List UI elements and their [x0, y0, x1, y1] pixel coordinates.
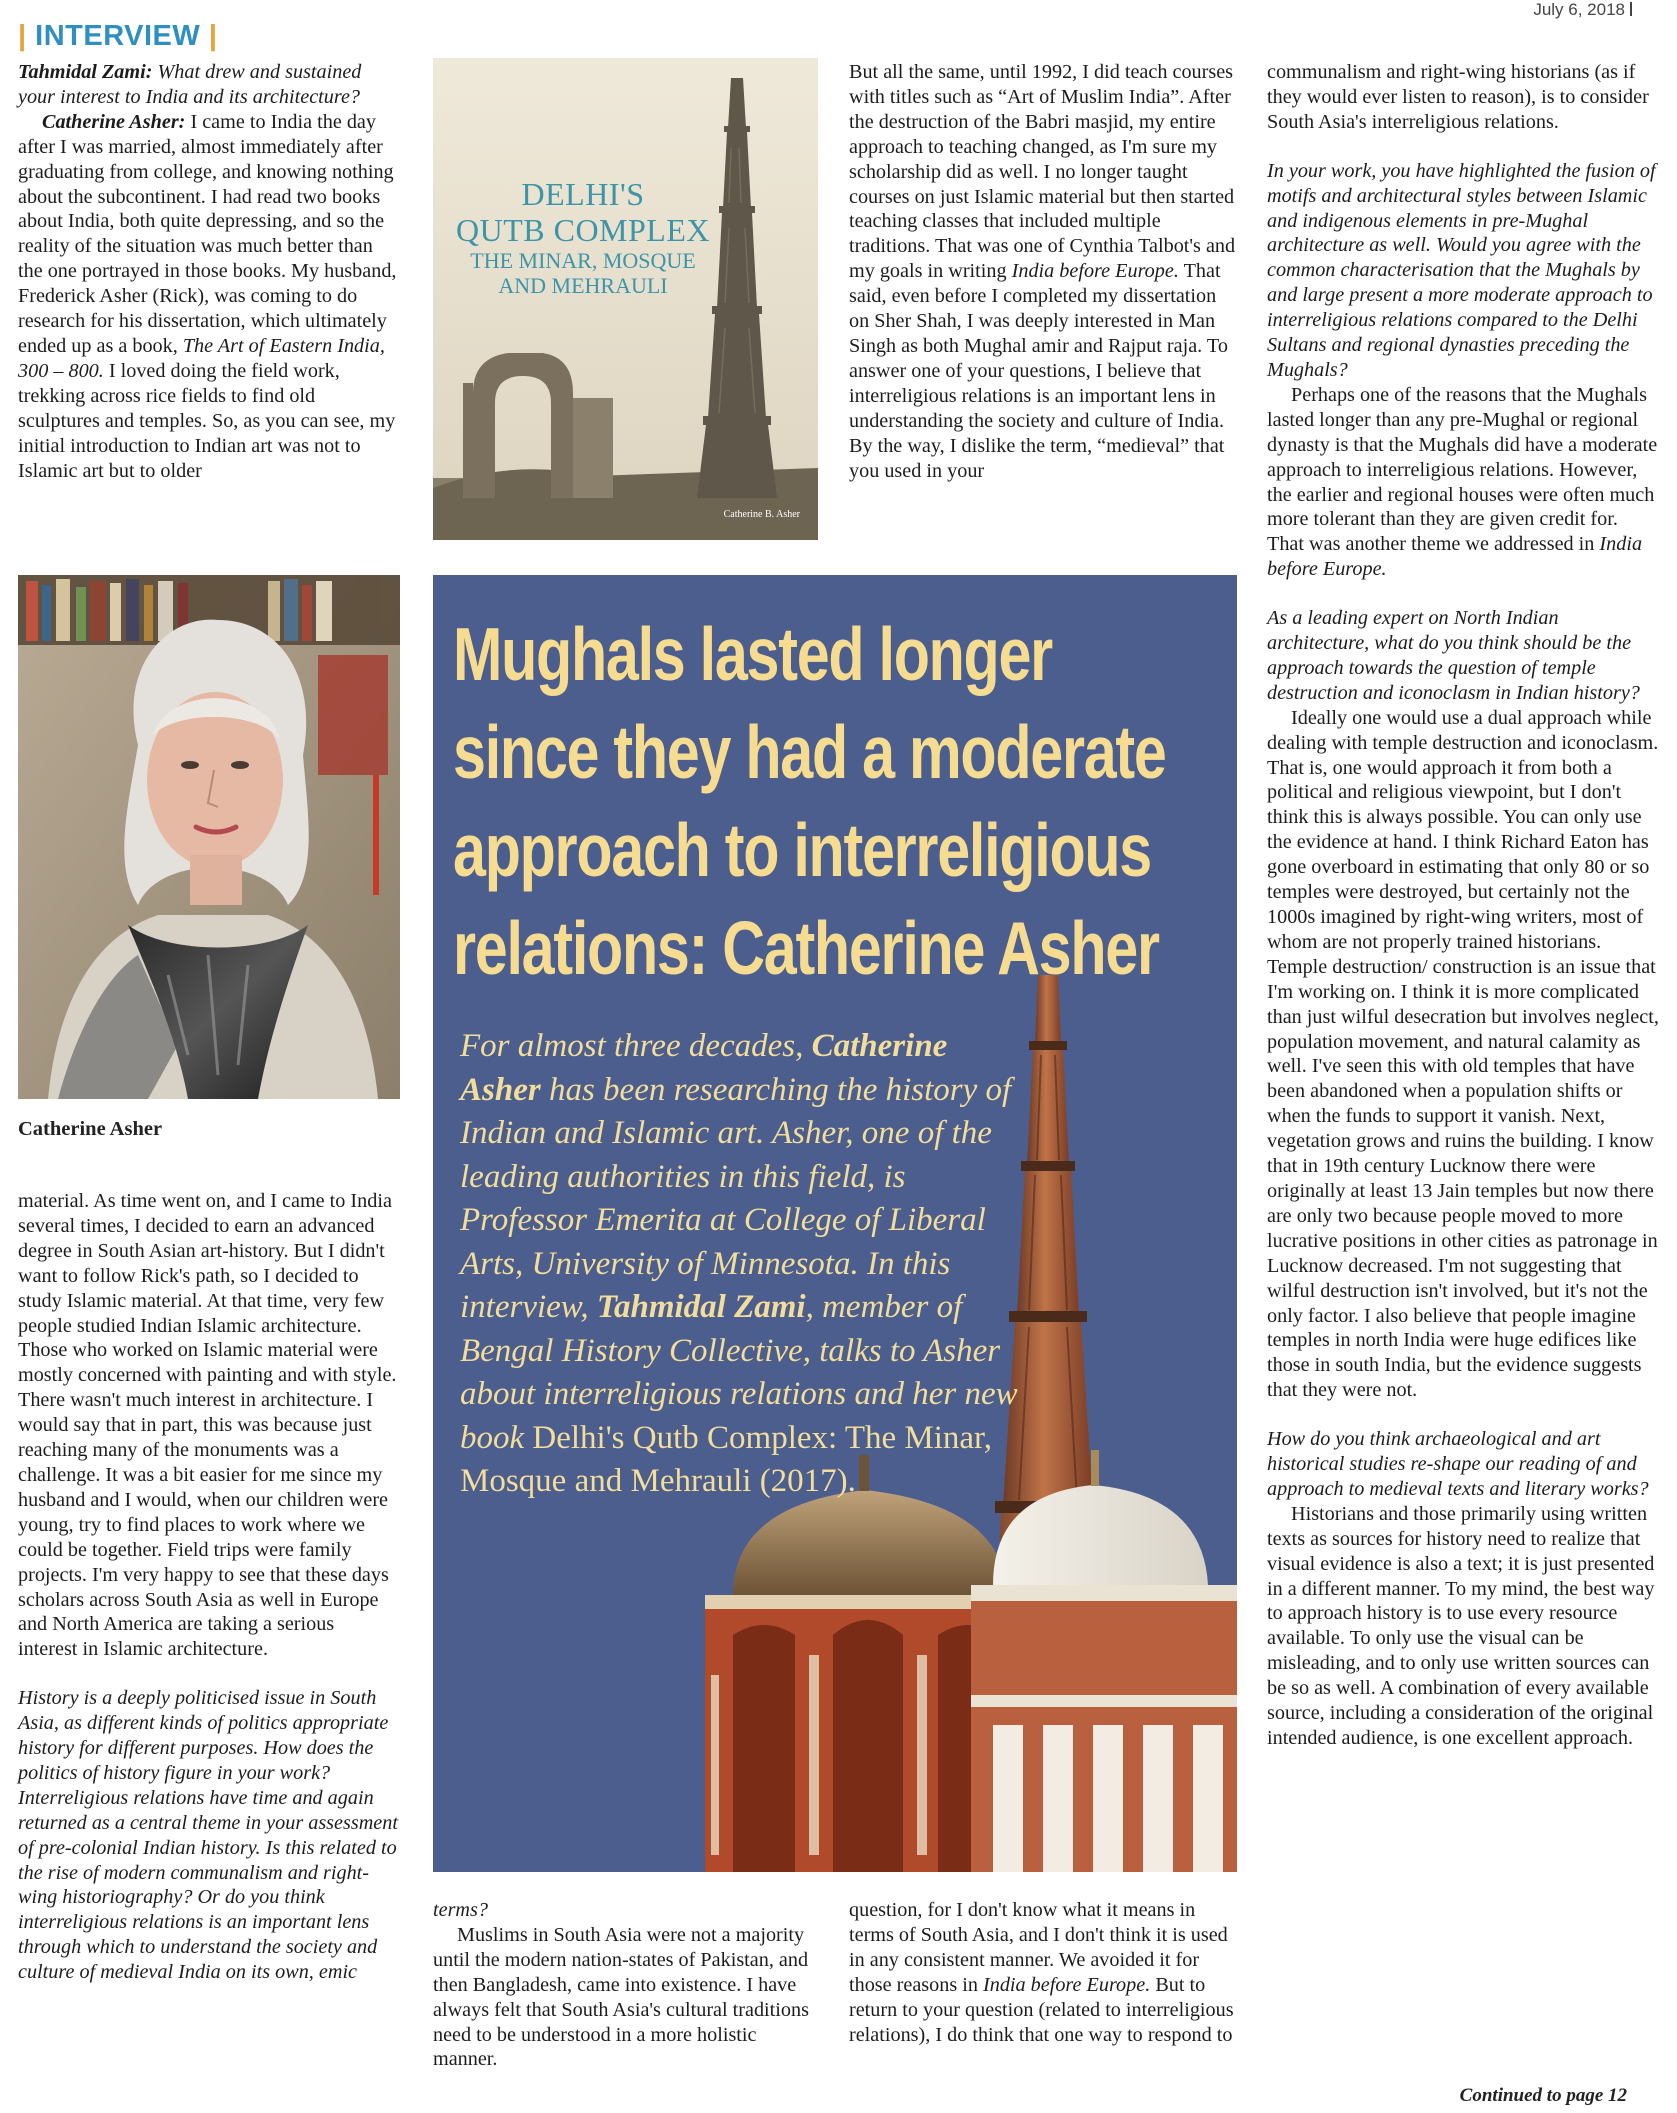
answer-3: Perhaps one of the reasons that the Mughals lasted longer than any pre-Mughal or regional dynasty is that the Mughals did have a moderate approach to interreligious relations. However, the earlier and regional houses were often much more tolerant than they are given credit for. That was another theme we addressed in India before Europe. [1267, 383, 1658, 581]
question-3: In your work, you have highlighted the fusion of motifs and architectural styles between Islamic and indigenous elements in pre-Mughal architecture as well. Would you agree with the common characterisation that the Mughals by and large present a more moderate approach to interreligious relations compared to the Delhi Sultans and regional dynasties preceding the Mughals? [1267, 159, 1656, 381]
pull-quote-box [433, 575, 1237, 1872]
column-4 [1267, 60, 1659, 1751]
question-2: History is a deeply politicised issue in South Asia, as different kinds of politics appropriate history for different purposes. How does the politics of history figure in your work? Interreligious relations have time and again returned as a central theme in your assessment of pre-colonial Indian history. Is this related to the rise of modern communalism and right-wing historiography? Or do you think interreligious relations is an important lens through which to understand the society and culture of medieval India on its own, emic [18, 1687, 398, 1984]
question-5: How do you think archaeological and art historical studies re-shape our reading of and approach to medieval texts and literary works? [1267, 1428, 1649, 1500]
column-1-upper [18, 60, 398, 483]
interviewer-byline: Tahmidal Zami [596, 1289, 806, 1325]
cover-credit: Catherine B. Asher [723, 509, 800, 520]
date-rule [1630, 2, 1632, 16]
portrait-illustration [18, 575, 400, 1099]
answer-5: Historians and those primarily using written texts as sources for history need to realize that visual evidence is also a text; it is just presented in a different manner. To my mind, the best way to approach history is to use every resource available. To only use the visual can be misleading, and to only use written sources can be so as well. A combination of every available source, including a consideration of the original intended audience, is one excellent approach. [1267, 1502, 1655, 1749]
issue-date: July 6, 2018 [1533, 0, 1625, 19]
section-label: INTERVIEW [35, 20, 201, 52]
standfirst: For almost three decades, Catherine Asher has been researching the history of Indian and Islamic art. Asher, one of the leading authorities in this field, is Professor Emerita at College of Liberal Arts, University of Minnesota. In this interview, Tahmidal Zami, member of Bengal History Collective, talks to Asher about interreligious relations and her new book Delhi's Qutb Complex: The Minar, Mosque and Mehrauli (2017). [460, 1028, 1018, 1499]
section-tag: | INTERVIEW | [18, 20, 218, 52]
book-title: Delhi's Qutb Complex: The Minar, Mosque and Mehrauli (2017). [460, 1419, 992, 1499]
answer-1: Catherine Asher: I came to India the day after I was married, almost immediately after graduating from college, and knowing nothing about the subcontinent. I had read two books about India, both quite depressing, and so the reality of the situation was much better than the one portrayed in those books. My husband, Frederick Asher (Rick), was coming to do research for his dissertation, which ultimately ended up as a book, The Art of Eastern India, 300 – 800. I loved doing the field work, trekking across rice fields to find old sculptures and temples. So, as you can see, my initial introduction to Indian art was not to Islamic art but to older [18, 110, 397, 482]
portrait-caption: Catherine Asher [18, 1118, 163, 1140]
question-1: Tahmidal Zami: What drew and sustained your interest to India and its architecture? [18, 61, 362, 108]
question-2-end: terms? [433, 1899, 488, 1921]
column-1-lower [18, 1189, 398, 1985]
question-4: As a leading expert on North Indian architecture, what do you think should be the approach towards the question of temple destruction and iconoclasm in Indian history? [1267, 607, 1640, 704]
interviewee-name: Catherine Asher: [42, 110, 186, 133]
answer-2-middle: question, for I don't know what it means in terms of South Asia, and I don't think it is used in any consistent manner. We avoided it for those reasons in India before Europe. But to return to your question (related to interreligious relations), I do think that one way to respond to [849, 1899, 1234, 2046]
headline: Mughals lasted longer since they had a moderate approach to interreligious relations: Catherine Asher [453, 612, 1166, 990]
column-2-bottom [433, 1898, 823, 2072]
interviewer-name: Tahmidal Zami: [18, 61, 153, 83]
answer-2-start: Muslims in South Asia were not a majority until the modern nation-states of Pakistan, and then Bangladesh, came into existence. I have always felt that South Asia's cultural traditions need to be understood in a more holistic manner. [433, 1923, 809, 2071]
book-cover-image [433, 58, 818, 540]
column-3-bottom [849, 1898, 1241, 2047]
answer-2-end: communalism and right-wing historians (as if they would ever listen to reason), is to consider South Asia's interreligious relations. [1267, 61, 1649, 133]
subject-name: Catherine Asher [460, 1028, 948, 1108]
answer-2: But all the same, until 1992, I did teach courses with titles such as “Art of Muslim India”. After the destruction of the Babri masjid, my entire approach to teaching changed, as I'm sure my scholarship did as well. I no longer taught courses on just Islamic material but then started teaching classes that included multiple traditions. That was one of Cynthia Talbot's and my goals in writing India before Europe. That said, even before I completed my dissertation on Sher Shah, I was deeply interested in Man Singh as both Mughal amir and Rajput raja. To answer one of your questions, I believe that interreligious relations is an important lens in understanding the society and culture of India. By the way, I dislike the term, “medieval” that you used in your [849, 61, 1236, 482]
answer-4: Ideally one would use a dual approach while dealing with temple destruction and iconoclasm. That is, one would approach it from both a political and religious viewpoint, but I don't think this is always possible. You can only use the evidence at hand. I think Richard Eaton has gone overboard in estimating that only 80 or so temples were destroyed, but certainly not the 1000s imagined by right-wing writers, most of whom are not properly trained historians. Temple destruction/ construction is an issue that I'm working on. I think it is more complicated than just wilful desecration but involves neglect, population movement, and natural calamity as well. I've seen this with old temples that have been abandoned when a population shifts or when the funds to support it vanish. Next, vegetation grows and ruins the building. I know that in 19th century Lucknow there were originally at least 13 Jain temples but now there are only two because people moved to more lucrative positions in other cities as patronage in Lucknow decreased. I'm not suggesting that wilful destruction isn't involved, but it's not the only factor. I also believe that people imagine temples in north India were huge edifices like those in south India, but the evidence suggests that they were not. [1267, 706, 1659, 1402]
portrait-photo [18, 575, 400, 1099]
answer-1-continued: material. As time went on, and I came to India several times, I decided to earn an advanced degree in South Asian art-history. But I didn't want to follow Rick's path, so I decided to study Islamic material. At that time, very few people studied Indian Islamic architecture. Those who worked on Islamic material were mostly concerned with painting and with style. There wasn't much interest in architecture. I would say that in part, this was because just reaching many of the monuments was a challenge. It was a bit easier for me since my husband and I would, when our children were young, try to find places to work where we could be together. Field trips were family projects. I'm very happy to see that these days scholars across South Asia as well in Europe and North America are taking a serious interest in Islamic architecture. [18, 1190, 397, 1661]
continued-note: Continued to page 12 [1459, 2085, 1627, 2106]
cover-title: DELHI'S QUTB COMPLEX THE MINAR, MOSQUE AND MEHRAULI [455, 176, 710, 298]
qutb-minar-illustration [433, 58, 818, 540]
column-3-upper [849, 60, 1239, 483]
